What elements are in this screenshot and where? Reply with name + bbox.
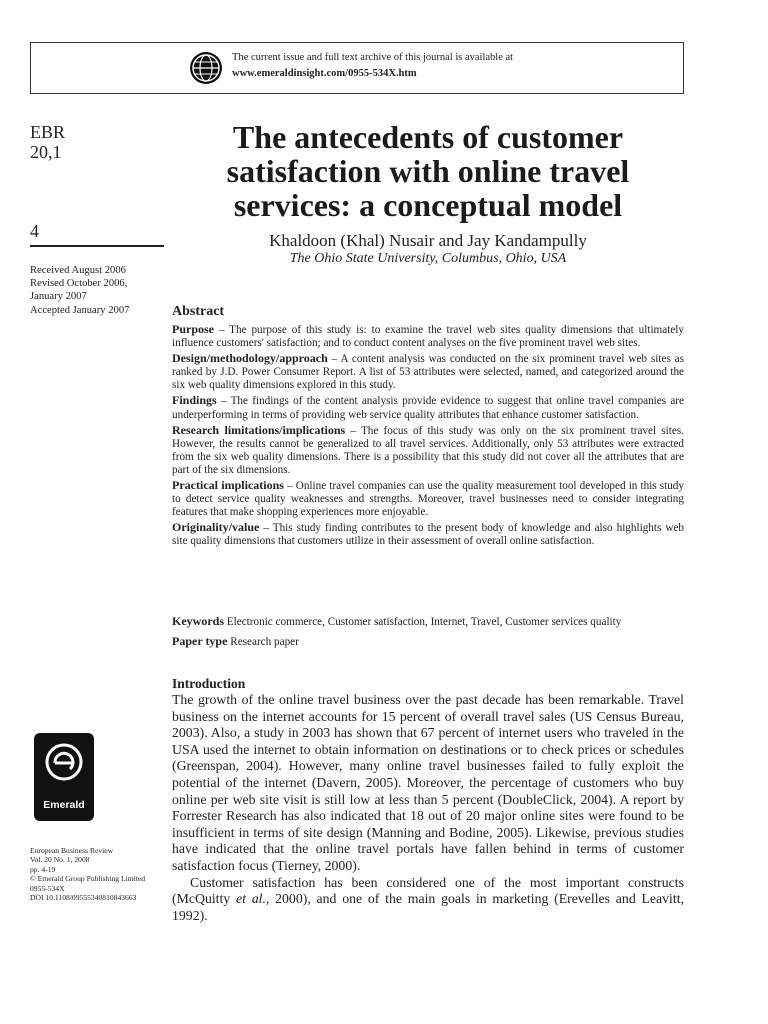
emerald-logo — [34, 733, 94, 821]
journal-volume: 20,1 — [30, 142, 62, 162]
pub-line: European Business Review — [30, 846, 114, 855]
section-text: – A content analysis was conducted on the six prominent travel web sites as ranked by J.D. Power Consumer Report. A list of 53 attributes were selected, named, and categorized around the six web quality dimensions explored in this study. — [172, 353, 684, 392]
date-line: Received August 2006 — [30, 265, 126, 276]
section-text: – The focus of this study was only on the six prominent travel sites. However, the results cannot be generalized to all travel services. Additionally, only 53 attributes were extracted from the six web quality dimensions. There is a possibility that this study did not cover all the attributes that are part of the six dimensions. — [172, 424, 684, 476]
archive-url-link[interactable]: www.emeraldinsight.com/0955-534X.htm — [232, 68, 417, 79]
paragraph — [172, 875, 684, 925]
section-label: Practical implications — [172, 478, 284, 493]
paper-type-label: Paper type — [172, 634, 228, 648]
abstract-heading: Abstract — [172, 304, 225, 319]
paragraph: The growth of the online travel business over the past decade has been remarkable. Travel business on the internet accounts for 15 percent of overall travel sales (US Census Bureau, 2003). Also, a study in 2003 has shown that 67 percent of internet users who traveled in the USA used the internet to obtain information on destinations or to check prices or schedules (Greenspan, 2004). However, many online travel businesses failed to fully exploit the potential of the internet (Davern, 2005). Moreover, the percentage of customers who buy online per web site visit is still low at less than 5 percent (DoubleClick, 2004). A report by Forrester Research has also indicated that 18 out of 20 major online sites were found to be insufficient in terms of site design (Manning and Bodine, 2005). Likewise, previous studies have indicated that the online travel portals have fallen behind in terms of customer satisfaction focus (Tierney, 2000). — [172, 692, 684, 873]
margin-divider — [30, 245, 164, 247]
paper-type — [172, 634, 684, 649]
abstract-section — [172, 479, 684, 519]
section-text: – The findings of the content analysis provide evidence to suggest that online travel companies are underperforming in terms of providing web service quality attributes that enhance customer satisfaction. — [172, 395, 684, 421]
submission-dates — [30, 264, 129, 317]
section-text: – Online travel companies can use the quality measurement tool developed in this study to detect service quality weaknesses and strengths. Moreover, travel businesses need to consider integrating features that make shopping experiences more enjoyable. — [172, 480, 684, 519]
pub-line: Vol. 20 No. 1, 2008 — [30, 855, 90, 865]
globe-icon — [190, 52, 222, 84]
introduction-heading: Introduction — [172, 676, 246, 691]
abstract-section — [172, 323, 684, 350]
date-line: Accepted January 2007 — [30, 304, 130, 316]
abstract-body — [172, 323, 684, 551]
pub-line: pp. 4-19 — [30, 864, 56, 874]
keywords-text: Electronic commerce, Customer satisfaction, Internet, Travel, Customer services quality — [224, 616, 622, 628]
section-text: – The purpose of this study is: to examine the travel web sites quality dimensions that ultimately influence customers' satisfaction; and to conduct content analyses on the five prominent travel web sites. — [172, 324, 684, 350]
archive-notice: The current issue and full text archive of this journal is available at — [232, 52, 514, 63]
section-label: Originality/value — [172, 520, 260, 535]
keywords — [172, 614, 684, 629]
logo-wordmark: Emerald — [43, 799, 85, 811]
date-line: January 2007 — [30, 291, 87, 303]
section-label: Design/methodology/approach — [172, 351, 328, 366]
pub-line: DOI 10.1108/09555340810843663 — [30, 893, 137, 903]
abstract-section — [172, 424, 684, 477]
journal-code — [30, 122, 65, 162]
section-label: Findings — [172, 393, 217, 408]
section-text: – This study finding contributes to the present body of knowledge and also highlights web site quality dimensions that customers utilize in their assessment of overall online satisfaction. — [172, 522, 684, 548]
article-title: The antecedents of customer satisfaction with online travel services: a conceptual model — [226, 119, 630, 223]
abstract-section — [172, 521, 684, 548]
paper-type-text: Research paper — [227, 636, 299, 648]
article-authors: Khaldoon (Khal) Nusair and Jay Kandampully — [269, 231, 587, 250]
text-run: Customer satisfaction has been considered one of the most important constructs (McQuitty — [172, 874, 684, 907]
publication-info — [30, 846, 170, 902]
author-affiliation: The Ohio State University, Columbus, Ohio, USA — [289, 251, 567, 266]
introduction-body — [172, 692, 684, 924]
keywords-label: Keywords — [172, 614, 224, 628]
pub-line: © Emerald Group Publishing Limited — [30, 874, 146, 884]
section-label: Purpose — [172, 322, 214, 336]
abstract-section — [172, 352, 684, 392]
text-run: , 2000), and one of the main goals in marketing (Erevelles and Leavitt, 1992). — [172, 891, 685, 923]
journal-abbrev: EBR — [30, 122, 66, 142]
section-label: Research limitations/implications — [172, 422, 346, 437]
abstract-section — [172, 394, 684, 421]
page-number: 4 — [30, 221, 39, 241]
date-line: Revised October 2006, — [30, 278, 128, 290]
pub-line: 0955-534X — [30, 883, 65, 893]
emerald-e-icon — [44, 742, 84, 782]
text-run-italic: et al. — [236, 891, 266, 907]
